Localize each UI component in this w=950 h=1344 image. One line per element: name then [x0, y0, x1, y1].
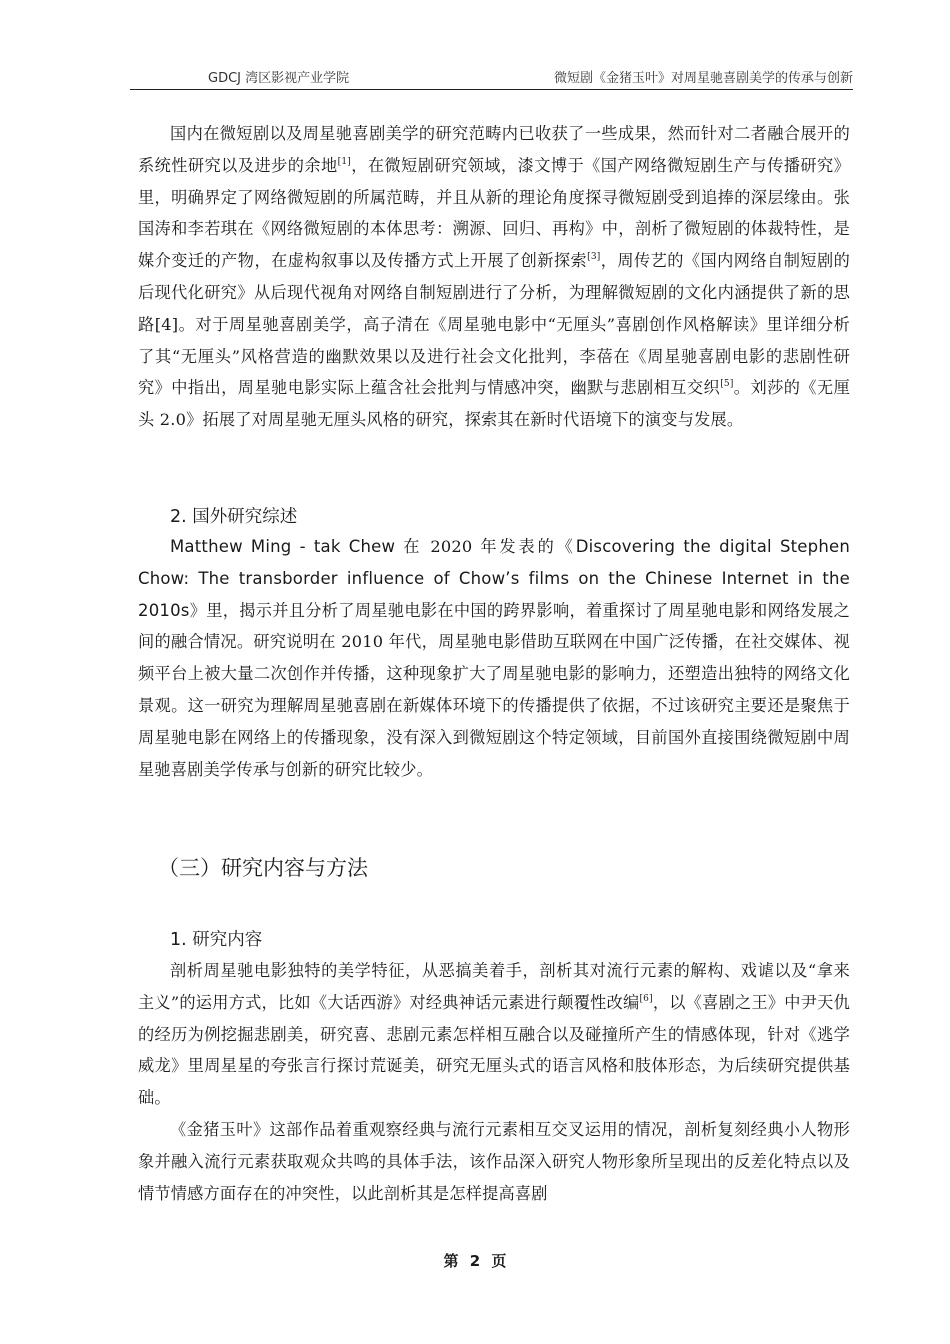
p2-text-a: 在 2020 年发表的《 [395, 537, 576, 556]
paragraph-research-content [138, 955, 850, 1114]
p1-text-a: 国内在微短剧以及周星驰喜剧美学的研究范畴内已收获了一些成果，然而针对二者融合展开的系统性研究以及进步的余地 [138, 124, 850, 175]
p2-english-title: Discovering the digital Stephen Chow: The transborder influence of Chow’s films on the Chinese Internet in the 2010s [138, 537, 850, 620]
page-number: 第 2 页 [443, 1252, 507, 1270]
heading-section-3: （三）研究内容与方法 [158, 856, 368, 880]
p1-text-c: ，周传艺的《国内网络自制短剧的后现代化研究》从后现代视角对网络自制短剧进行了分析，为理解微短剧的文化内涵提供了新的思路[4]。对于周星驰喜剧美学，高子清在《周星驰电影中“无厘头”喜剧创作风格解读》里详细分析了其“无厘头”风格营造的幽默效果以及进行社会文化批判，李蓓在《周星驰喜剧电影的悲剧性研究》中指出，周星驰电影实际上蕴含社会批判与情感冲突，幽默与悲剧相互交织 [138, 251, 850, 398]
header-thesis-title: 微短剧《金猪玉叶》对周星驰喜剧美学的传承与创新 [553, 71, 853, 86]
p2-text-b: 》里，揭示并且分析了周星驰电影在中国的跨界影响，着重探讨了周星驰电影和网络发展之间的融合情况。研究说明在 2010 年代，周星驰电影借助互联网在中国广泛传播，在社交媒体、视频平台上被大量二次创作并传播，这种现象扩大了周星驰电影的影响力，还塑造出独特的网络文化景观。这一研究为理解周星驰喜剧在新媒体环境下的传播提供了依据，不过该研究主要还是聚焦于周星驰电影在网络上的传播现象，没有深入到微短剧这个特定领域，目前国外直接围绕微短剧中周星驰喜剧美学传承与创新的研究比较少。 [138, 600, 850, 779]
paragraph-foreign-research [138, 531, 850, 785]
citation-5: [5] [720, 379, 734, 390]
p3-text-a: 剖析周星驰电影独特的美学特征，从恶搞美着手，剖析其对流行元素的解构、戏谑以及“拿来主义”的运用方式，比如《大话西游》对经典神话元素进行颠覆性改编 [138, 961, 850, 1012]
citation-3: [3] [587, 252, 601, 263]
p3-text-b: ，以《喜剧之王》中尹天仇的经历为例挖掘悲剧美，研究喜、悲剧元素怎样相互融合以及碰撞所产生的情感体现，针对《逃学威龙》里周星星的夸张言行探讨荒诞美，研究无厘头式的语言风格和肢体形态，为后续研究提供基础。 [138, 992, 850, 1108]
p2-author: Matthew Ming - tak Chew [170, 537, 396, 556]
citation-6: [6] [639, 993, 653, 1004]
header-institution: GDCJ 湾区影视产业学院 [208, 71, 350, 86]
citation-1: [1] [337, 156, 351, 167]
p1-text-b: ，在微短剧研究领域，漆文博于《国产网络微短剧生产与传播研究》里，明确界定了网络微短剧的所属范畴，并且从新的理论角度探寻微短剧受到追捧的深层缘由。张国涛和李若琪在《网络微短剧的本体思考：溯源、回归、再构》中，剖析了微短剧的体裁特性，是媒介变迁的产物，在虚构叙事以及传播方式上开展了创新探索 [138, 155, 850, 271]
paragraph-jinzhuyuye: 《金猪玉叶》这部作品着重观察经典与流行元素相互交叉运用的情况，剖析复刻经典小人物形象并融入流行元素获取观众共鸣的具体手法，该作品深入研究人物形象所呈现出的反差化特点以及情节情感方面存在的冲突性，以此剖析其是怎样提高喜剧 [138, 1120, 850, 1203]
heading-foreign-research: 2. 国外研究综述 [170, 507, 298, 527]
p1-text-d: 。刘莎的《无厘头 2.0》拓展了对周星驰无厘头风格的研究，探索其在新时代语境下的演变与发展。 [138, 378, 851, 430]
page-header [130, 63, 853, 90]
paragraph-domestic-research [138, 118, 850, 436]
heading-research-content: 1. 研究内容 [170, 930, 263, 950]
